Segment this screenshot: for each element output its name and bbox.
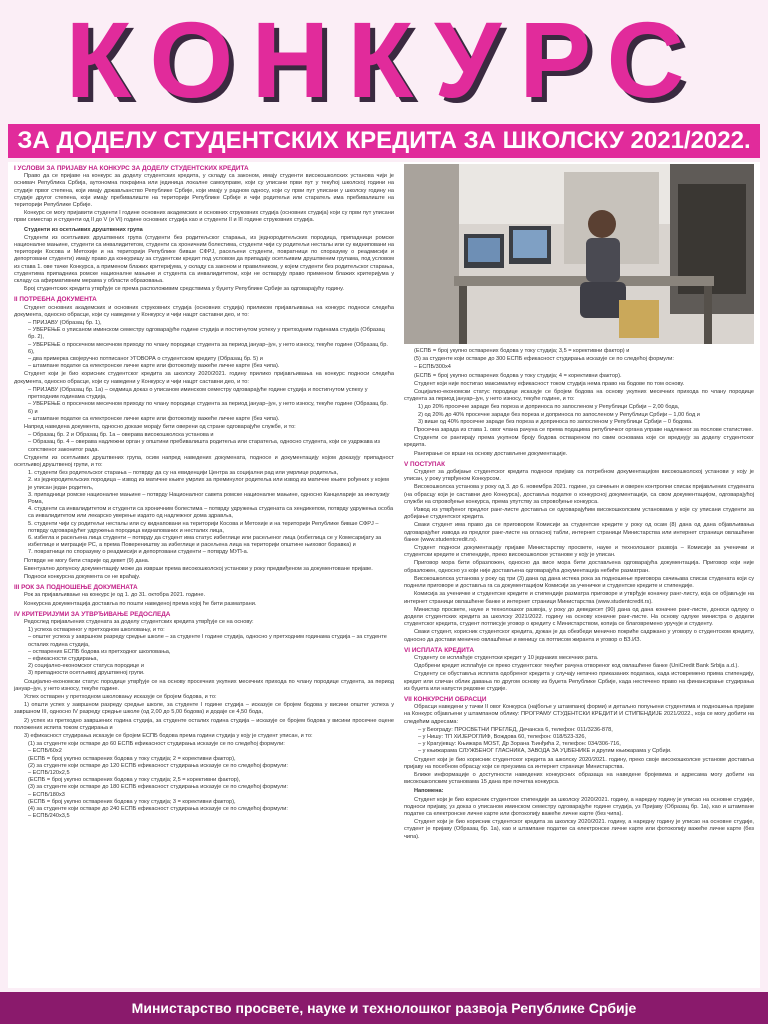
paragraph: Редослед пријављених студената за доделу студентских кредита утврђује се на основу: (24, 618, 254, 625)
list-item: – штампане податке са електронске личне карте или фотокопију важеће личне карте (без чипа). (28, 363, 280, 370)
paragraph: Студент који је био корисник студентског кредита за школску 2020/2021. годину, преко своје високошколске установе доставља пријаву на посебном обрасцу који се преузима са интернет странице Министарства. (404, 756, 754, 770)
paragraph: Студенти из осетљивих друштвених група (студенти без родитељског старања, из једнородитељских породица, припадници ромске националне мањине, студенти са инвалидитетом, студенти са хроничним болестима, студенти чији су родитељи несталы или су кидниповани на територији Косова и Метохије и на територији Републике бивше СФРЈ, расељени студенти, повратници по споразуму о реадмисији и депортовани студенти) имају право да конкуришу за студентски кредит под условом да припадају осетљивим друштвеним групама, под условом из става 1. ове тачке Конкурса, а применом блажих критеријума, у складу са законом и правилником, у којем студенти без родитељског старања, студентима припадника ромске националне мањине и студента са инвалидитетом, који не остварују право применом блажих критеријума у складу са афирмативним мерама у области образовања. (14, 234, 394, 285)
list-item: – у Београду: ПРОСВЕТНИ ПРЕГЛЕД, Дечанска 6, телефон: 011/3236-878, (418, 726, 613, 733)
paragraph: Високошколска установа у року од 3. до 6. новембра 2021. године, уз сачињен и оверен контролни списак пријављених студената (на обрасцу који је саставни део Конкурса), доставља податке о конкурсној документацији, са свом документацијом, одговарајућој служби на спровођење конкурса, према упутству за спровођење конкурса. (404, 484, 754, 505)
list-item: 1) успеха оствареног у претходном школовању, и то: (28, 627, 165, 634)
section-heading: VII КОНКУРСНИ ОБРАСЦИ (404, 695, 487, 703)
title-area (0, 0, 768, 120)
paragraph: Подноси конкурсна документа се не враћају. (24, 573, 141, 580)
list-item: (ЕСПБ = број укупно остварених бодова у току студија; 2 = корективни фактор), (28, 755, 236, 762)
paragraph: Сваки студент има право да се приговором Комисији за студентске кредите у року од осам (8) дана од дана објављивања одговарајућег извода из предлог ранг-листе на огласној табли, интернет страници Министарства или интернет страници овлашћене банке (www.studentcredit.rs). (404, 522, 754, 543)
subtitle-banner: ЗА ДОДЕЛУ СТУДЕНТСКИХ КРЕДИТА ЗА ШКОЛСКУ 2021/2022. (8, 124, 760, 158)
formula-list (28, 741, 394, 820)
document-list (28, 432, 394, 454)
section-heading: I УСЛОВИ ЗА ПРИЈАВУ НА КОНКУРС ЗА ДОДЕЛУ СТУДЕНТСКИХ КРЕДИТА (14, 165, 249, 172)
paragraph: – ЕСПБ/300х4 (414, 364, 451, 371)
list-item: 5. студенти чији су родитељи несталы или су киднаповани на територији Косова и Метохије и на територији Републике бивше СФРЈ – потврду одговарајућег удружења породица киднапованих и несталих лица, (28, 520, 379, 534)
right-column (404, 348, 754, 842)
list-item: (2) за студенте који остваре до 120 ЕСПБ ефикасност студирања исказује се по следећој формули: (28, 762, 288, 769)
document-list (28, 470, 394, 556)
list-item: – општег успеха у завршном разреду средње школе – за студенте I године студија, односно у претходним годинама студија – за студенте осталих година студија, (28, 634, 387, 648)
paragraph: Министар просвете, науке и технолошког развоја, у року до деведесет (90) дана од дана коначне ранг-листе, доноси одлуку о додели студентских кредита за школску 2021/2022. годину на основу коначне ранг-листе. На основу одлуке министра о додели студентског кредита, студент потписује уговор о кредиту с Министарством, копија се благовремено уручује и студенту. (404, 606, 754, 628)
list-item: – штампане податке са електронске личне карте или фотокопију важеће личне карте (без чипа). (28, 415, 280, 422)
list-item: – УВЕРЕЊЕ о просечном месечном приходу по члану породице студента за период јануар–јун, у нето износу, текуће године (Образац бр. 6), (28, 341, 388, 355)
document-list (28, 387, 394, 423)
list-item: (ЕСПБ = број укупно остварених бодова у току студија; 2,5 = корективни фактор), (28, 777, 241, 784)
list-item: – ЕСПБ/60х2 (28, 748, 62, 755)
note-heading: Напомена: (414, 788, 444, 795)
paragraph: Конкурсна документација доставља по пошти наведеној према којој ће бити разматрани. (24, 600, 257, 607)
section-heading: V ПОСТУПАК (404, 460, 446, 468)
paragraph: Високошколска установа у року од три (3) дана од дана истека рока за подношење приговора сачињава списак студената који су поднели приговоре и доставља га са документацијом Комисији за ученичке и студентске кредите и стипендије. (404, 575, 754, 590)
paragraph: Студенту се исплаћује студентски кредит у 10 једнаких месечних рата. (414, 654, 599, 661)
list-item: – два примерка својеручно потписаног УГОВОРА о студентском кредиту (Образац бр. 5) и (28, 356, 263, 363)
lab-photo (404, 164, 754, 344)
paragraph: Конкурс се могу пријавити студенти I године основних академских и основних струковних студија (основних студија) који су први пут уписани први семестар и студенти од II до V (и VI) године основних студија као и студенти II и III године струковних студија. (14, 210, 394, 224)
paragraph: Социјално-економски статус породице утврђује се на основу просечних укупних месечних прихода по члану породице студента, за период јануар–јун, у нето износу, текуће године. (14, 678, 394, 692)
criteria-list (28, 627, 394, 677)
list-item: 3) више од 40% просечне зараде без пореза и доприноса по запосленом у Републици Србији – 0 бодова. (418, 418, 693, 425)
income-list (418, 404, 754, 426)
paragraph: Извод из утврђеног предлог ранг-листе доставља се одговарајућим високошколским установама у које су уписани студенти за добијање студентског кредита. (404, 507, 754, 521)
paragraph: Просечна зарада из става 1. овог члана рачуна се према подацима републичког органа управе надлежног за послове статистике. (414, 427, 754, 434)
paragraph: Студент који није постигао максималну ефикасност током студија нема право на бодове по том основу. (414, 380, 685, 387)
list-item: – ПРИЈАВУ (Образац бр. 1а) – седмица доказ о уписаном иминском семестру одговарајуће године студија и постигнутом успеху у претходним годинама студија, (28, 386, 368, 401)
list-item: – ЕСПБ/120х2,5 (28, 770, 70, 777)
list-item: 7. повратници по споразуму о реадмисији и депортовани студенти – потврду МУП-а. (28, 549, 249, 556)
paragraph: (ЕСПБ = број укупно остварених бодова у току студија; 4 = корективни фактор). (414, 372, 622, 379)
paragraph: Напред наведена документа, односно доказе морају бити оверени од стране одговарајуће службе, и то: (24, 423, 296, 430)
paragraph: Студенту се обуставља исплата одобреног кредита у случају нетачно приказаних података, када истовремено прима стипендију, кредит или сличан облик давања по другом основу из буџета Републике Србије, када нестечено право на финансирање студирања из буџета или напусти редовне студије. (404, 671, 754, 692)
paragraph: Сваки студент, корисник студентског кредита, дужан је да обезбеди менично покриће садржано у уговору о студентском кредиту, односно да достави менично овлашћење и меницу са потписом жиранта и уговор о ВЗ.ИЗ. (404, 629, 754, 643)
paragraph: 3) ефикасност студирања исказује се бројем ЕСПБ бодова према години студија у коју је студент уписан, и то: (24, 733, 313, 740)
paragraph: Комисија за ученичке и студентске кредите и стипендије разматра приговоре и утврђује коначну ранг-листу, која се објављује на интернет страници овлашћене банке и интернет страници Министарства (www.studentcredit.rs). (404, 591, 754, 605)
list-item: 3. припадници ромске националне мањине – потврду Националног савета ромске националне мањине, односно Канцеларије за инклузију Рома, (28, 491, 390, 505)
list-item: – остварених ЕСПБ бодова из претходног школовања, (28, 648, 171, 655)
paragraph: Ближе информације о доступности наведених конкурсних образаца на наведене бројевима и адресама могу добити на високошколским установама 15 дана пре почетка конкурса. (404, 771, 754, 786)
list-item: (3) за студенте који остваре до 180 ЕСПБ ефикасност студирања исказује се по следећој формули: (28, 784, 288, 791)
paragraph: Студент за добијање студентског кредита подноси пријаву са потребном документацијом високошколској установи у коју је уписан, у року утврђеном Конкурсом. (404, 469, 754, 483)
paragraph: Одобрени кредит исплаћује се преко студентског текућег рачуна отвореног код овлашћене банке (UniCredit Bank Srbija a.d.). (414, 663, 739, 670)
list-item: (1) за студенте који остваре до 60 ЕСПБ ефикасност студирања исказује се по следећој формули: (28, 741, 285, 748)
document-list (28, 320, 394, 370)
paragraph: (ЕСПБ = број укупно остварених бодова у току студија; 3,5 = корективни фактор) и (414, 348, 630, 354)
paragraph: Студент подноси документацију пријаве Министарству просвете, науке и технолошког развоја – Комисији за учeнички и студентски кредите и стипендије, преко високошколске установе у коју је уписан. (404, 545, 754, 559)
paragraph: Студент који је био корисник студентске стипендије за школску 2020/2021. годину, а наредну годину је уписао на основне студије, подноси пријаву, уз доказ о уписаном иминском семестру одговарајуће године студија, уз Пријаву (Образац бр. 1а), као и штампане податке са електронске личне карте или фотокопију важеће личне карте (без чипа). (404, 796, 754, 817)
list-item: 2. из једнородитељских породица – извод из матичне књиге умрлих за преминулог родитеља или извод из матичне књиге рођених у којем је уписан један родитељ, (28, 477, 389, 491)
section-heading: III РОК ЗА ПОДНОШЕЊЕ ДОКУМЕНАТА (14, 584, 138, 592)
list-item: 1. студенти без родитељског старања – потврду да су на евиденцији Центра за социјални рад или умрлице родитеља, (28, 470, 339, 477)
list-item: 3) припадности осетљивој друштвеној групи. (28, 670, 145, 677)
list-item: 4. студенти са инвалидитетом и студенти са хроничним болестима – потврду удружења студената са хендикепом, потврду удружења особа са инвалидитетом или лекарско уверење издато од надлежног дома здравља, (28, 506, 394, 520)
list-item: (ЕСПБ = број укупно остварених бодова у току студија; 3 = корективни фактор), (28, 798, 236, 805)
list-item: – у Нишу: ТП ХИЈЕРОГЛИФ, Вождова 60, телефон: 018/523-326, (418, 733, 587, 740)
paragraph: Број студентских кредита утврђује се према расположивим средствима у буџету Републике Србије за одговарајућу годину. (24, 286, 344, 293)
paragraph: Студент основних академских и основних струковних студија (основних студија) приликом пријављивања на конкурс подноси следећа документа, односно обрасце, који су наведени у Конкурсу и чији нацрт саставни део, и то: (14, 304, 394, 318)
list-item: – ПРИЈАВУ (Образац бр. 1), (28, 320, 102, 327)
document-body (8, 162, 760, 988)
list-item: – ЕСПБ/240х3,5 (28, 813, 70, 820)
paragraph: Евентуално допунску документацију може да изврши према високошколској установи у року предвиђеном за документоване пријаве. (24, 565, 373, 572)
subheading: Студенти из осетљивих друштвених група (24, 226, 143, 233)
paragraph: 1) општи успех у завршном разреду средње школе, за студенте I године студија – исказује се бројем бодова у висини општег успеха у завршном III, односно IV разреду средње школе (од 2,00 до 5,00 бодова) и додаје се 4,50 бода, (14, 702, 394, 716)
list-item: – УВЕРЕЊЕ о просечном месечном приходу по члану породице студента за период јануар–јун, у нето износу, текуће године (Образац бр. 6) и (28, 401, 388, 415)
paragraph: (5) за студенте који остваре до 300 ЕСПБ ефикасност студирања исказује се по следећој формули: (414, 356, 674, 363)
paragraph: Право да се пријаве на конкурс за доделу студентских кредита, у складу са законом, имају студенти високошколских установа чији је оснивач Република Србија, аутономна покрајина или јединица локалне самоуправе, који су уписани први пут у текућој школској години на студије првог степена, који имају држављанство Републике Србије, који имају у радном односу, који су први пут уписани у школску годину на студије другог степена, који имају пребивалиште на територији Републике Србије и чији родитељи или старатељ има пребивалиште на територији Републике Србије. (14, 173, 394, 209)
address-list (418, 727, 754, 756)
paragraph: Потврде не могу бити старије од девет (9) дана. (24, 557, 150, 564)
list-item: – УВЕРЕЊЕ о уписаном иминском семестру одговарајуће године студија и постигнутом успеху у претходним годинама студија (Образац бр. 2), (28, 327, 385, 341)
paragraph: Студент који је био корисник студентског кредита за школску 2020/2021. годину, а наредну годину је уписао на основне студије, студент је пријаву (Образац бр. 1а), као и штампане податке са електронске личне карте или фотокопију важеће личне карте (без чипа). (404, 819, 754, 840)
paragraph: 2) успех из претходно завршених година студија, за студенте осталих година студија – исказује се бројем бодова у висини просечне оцене положених испита током студирања и (14, 717, 394, 731)
list-item: – Образац бр. 2 и Образац бр. 1а – оверава високошколска установа и (28, 432, 214, 439)
paragraph: Успех остварен у претходном школовању исказује се бројем бодова, и то: (24, 694, 217, 701)
section-heading: IV КРИТЕРИЈУМИ ЗА УТВРЂИВАЊЕ РЕДОСЛЕДА (14, 610, 171, 618)
list-item: – у Крагујевцу: Књижара MOST, Др Зорана Ђинђића 2, телефон: 034/306-716, (418, 741, 621, 748)
paragraph: Студенти из осетљивих друштвених група, осим напред наведених докумената, подносе и документацију којом доказују припадност осетљивој друштвеној групи, и то: (14, 454, 394, 468)
section-heading: VI ИСПЛАТА КРЕДИТА (404, 646, 474, 654)
lab-photo-image (404, 164, 754, 344)
paragraph: Студенти се рангирају према укупном броју бодова оствареном по свим основама које се вреднују за доделу студентског кредита. (404, 435, 754, 449)
paragraph: Социјално-економски статус породице исказује се бројем бодова на основу укупних месечних прихода по члану породице студента за период јануар–јун, у нето износу, текуће године, и то: (404, 389, 754, 403)
list-item: 1) до 20% просечне зараде без пореза и доприноса по запосленом у Републици Србији – 2,00 бода, (418, 404, 680, 411)
list-item: 6. избегла и расељена лица студенти – потврду да студент има статус избеглице или расељеног лица (избеглица се у Комесаријату за избеглице и миграције РС, а према Повереништву за избеглице и расељена лица на територији општине њиховог боравка) и (28, 534, 382, 549)
list-item: – ефикасности студирања, (28, 656, 99, 662)
paragraph: Студент који је био корисник студентског кредита за школску 2020/2021. годину прилико пријављивања на конкурс подноси следећа документа, односно обрасце, који су наведени у Конкурсу и чији нацрт саставни део, и то: (14, 371, 394, 385)
paragraph: Приговор мора бити образложен, односно да висе мора бити достављена одговарајућа документација. Приговор који није образложен, односно уз који није достављена одговарајућа документација небиће разматран. (404, 560, 754, 574)
list-item: – Образац бр. 4 – оверава надлежни орган у општини пребивалишта родитеља или старатеља, односно студента, који се уздржава из сопственог законитог рада. (28, 439, 380, 453)
paragraph: Обрасци наведени у тачки II овог Конкурса (најбоље у штампаној форми) и детаљно попуњени студентима и подношења пријаве на Конкурс објављени у штампаном облику: ПРОГРАМУ СТУДЕНТСКИ КРЕДИТИ И СТИПЕНДИЈЕ 2021/2022., која се могу добити на следећим адресама: (404, 704, 754, 725)
paragraph: Рок за пријављивање на конкурс је од 1. до 31. октобра 2021. године. (24, 592, 206, 599)
list-item: 2) социјално-економског статуса породице и (28, 663, 144, 670)
left-column (14, 162, 394, 821)
list-item: 2) од 20% до 40% просечне зараде без пореза и доприноса по запосленом у Републици Србији – 1,00 бод и (418, 411, 700, 418)
list-item: (4) за студенте који остваре до 240 ЕСПБ ефикасност студирања исказује се по следећој формули: (28, 806, 288, 813)
section-heading: II ПОТРЕБНА ДОКУМЕНТА (14, 296, 97, 304)
list-item: – у књижарама СЛУЖБЕНОГ ГЛАСНИКА, ЗАВОДА ЗА УЏБЕНИКЕ и другим књижарама у Србији. (418, 748, 672, 755)
list-item: – ЕСПБ/180х3 (28, 791, 65, 798)
footer-ministry: Министарство просвете, науке и технолошког развоја Републике Србије (0, 992, 768, 1024)
paragraph: Рангирање се врши на основу достављене документације. (414, 450, 568, 457)
page-title: КОНКУРС (65, 0, 703, 120)
